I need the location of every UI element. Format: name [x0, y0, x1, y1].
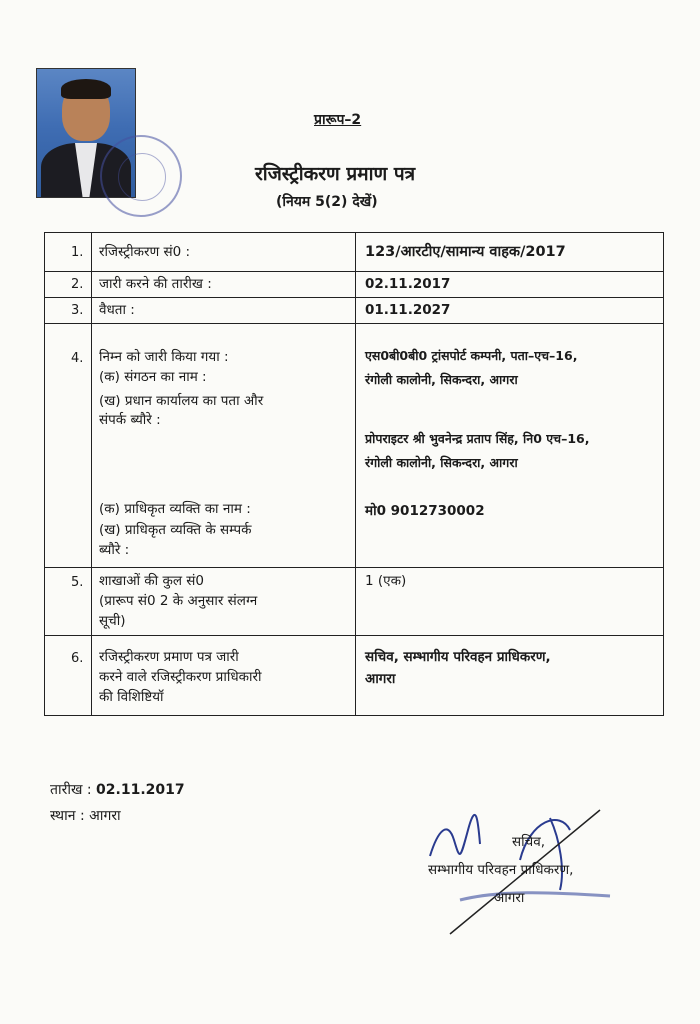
branch-count-label: शाखाओं की कुल सं0 [99, 573, 204, 589]
authority-label: रजिस्ट्रीकरण प्रमाण पत्र जारी [99, 649, 239, 665]
official-seal-stamp [100, 135, 182, 217]
date-label: तारीख : [50, 782, 92, 798]
signatory-designation: सचिव, [512, 834, 545, 850]
issue-date: 02.11.2017 [365, 276, 451, 292]
row-number: 6. [71, 651, 84, 666]
authorized-person-label: (क) प्राधिकृत व्यक्ति का नाम : [99, 501, 251, 517]
row-label: वैधता : [99, 302, 135, 318]
row-number: 4. [71, 351, 84, 366]
authority-value-line2: आगरा [365, 671, 396, 687]
authority-value: सचिव, सम्भागीय परिवहन प्राधिकरण, [365, 649, 551, 665]
office-address-value: प्रोपराइटर श्री भुवनेन्द्र प्रताप सिंह, नि0 एच–16, [365, 431, 590, 446]
org-name-label: (क) संगठन का नाम : [99, 369, 207, 385]
signatory-office: सम्भागीय परिवहन प्राधिकरण, [428, 862, 574, 878]
date-value: 02.11.2017 [96, 782, 185, 798]
footer-place [50, 806, 121, 825]
authority-label-line2: करने वाले रजिस्ट्रीकरण प्राधिकारी [99, 669, 262, 685]
footer-date [50, 780, 185, 799]
row-number: 1. [71, 245, 84, 260]
issued-to-label: निम्न को जारी किया गया : [99, 349, 229, 365]
branch-count-label-line3: सूची) [99, 613, 126, 629]
authorized-contact-label-line2: ब्यौरे : [99, 542, 130, 558]
branch-count-value: 1 (एक) [365, 573, 407, 589]
certificate-table [44, 232, 664, 716]
row-label: जारी करने की तारीख : [99, 276, 212, 292]
authority-label-line3: की विशिष्टियॉ [99, 689, 164, 705]
authorized-contact-value: मो0 9012730002 [365, 503, 485, 519]
authorized-contact-label: (ख) प्राधिकृत व्यक्ति के सम्पर्क [99, 522, 252, 538]
row-number: 3. [71, 303, 84, 318]
office-address-label: (ख) प्रधान कार्यालय का पता और [99, 393, 264, 409]
org-name-value: एस0बी0बी0 ट्रांसपोर्ट कम्पनी, पता–एच–16, [365, 348, 578, 363]
branch-count-label-line2: (प्रारूप सं0 2 के अनुसार संलग्न [99, 593, 258, 609]
document-subtitle: (नियम 5(2) देखें) [276, 194, 378, 210]
signature-block [420, 800, 660, 940]
validity-date: 01.11.2027 [365, 302, 451, 318]
row-number: 2. [71, 277, 84, 292]
place-value: आगरा [89, 808, 121, 824]
place-label: स्थान : [50, 808, 85, 824]
row-label: रजिस्ट्रीकरण सं0 : [99, 244, 191, 260]
signatory-city: आगरा [494, 890, 525, 906]
document-title: रजिस्ट्रीकरण प्रमाण पत्र [255, 163, 416, 185]
org-name-value-line2: रंगोली कालोनी, सिकन्दरा, आगरा [365, 372, 518, 387]
office-address-value-line2: रंगोली कालोनी, सिकन्दरा, आगरा [365, 455, 518, 470]
form-number: प्रारूप–2 [314, 112, 362, 128]
row-number: 5. [71, 575, 84, 590]
registration-number: 123/आरटीए/सामान्य वाहक/2017 [365, 244, 566, 260]
contact-details-label: संपर्क ब्यौरे : [99, 412, 161, 428]
